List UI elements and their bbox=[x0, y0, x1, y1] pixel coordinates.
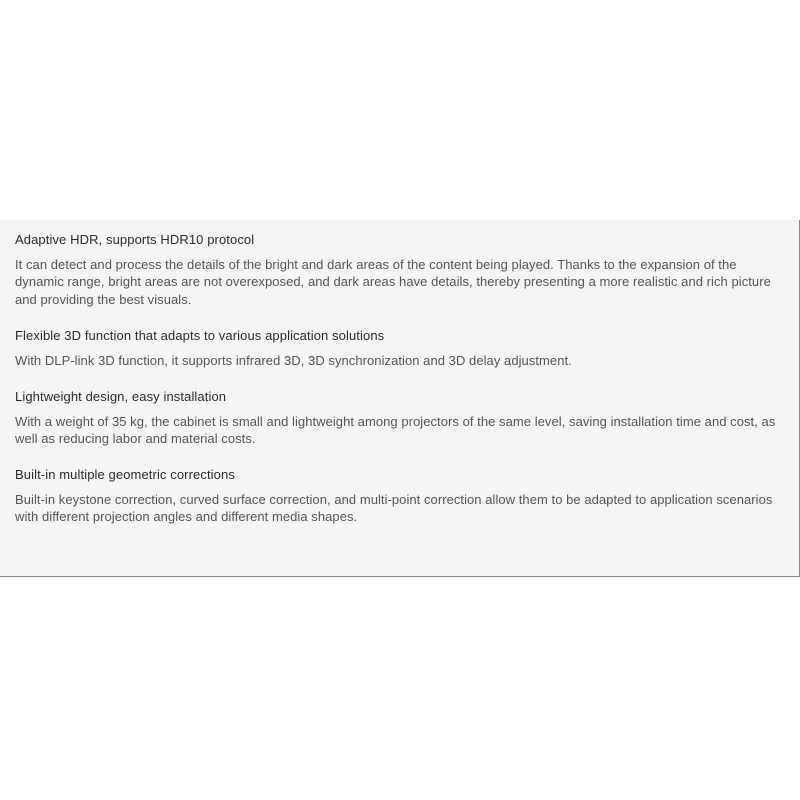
feature-lightweight bbox=[15, 388, 785, 448]
feature-description: It can detect and process the details of the bright and dark areas of the content being played. Thanks to the expansion of the dynamic range, bright areas are not overexposed, and dark areas have details, thereby presenting a more realistic and rich picture and providing the best visuals. bbox=[15, 257, 771, 307]
feature-title: Built-in multiple geometric corrections bbox=[15, 467, 235, 482]
feature-title: Adaptive HDR, supports HDR10 protocol bbox=[15, 232, 255, 247]
feature-geometric-correction bbox=[15, 466, 785, 526]
feature-description: With DLP-link 3D function, it supports infrared 3D, 3D synchronization and 3D delay adjustment. bbox=[15, 353, 572, 368]
feature-description: With a weight of 35 kg, the cabinet is small and lightweight among projectors of the same level, saving installation time and cost, as well as reducing labor and material costs. bbox=[15, 414, 776, 447]
feature-3d bbox=[15, 327, 785, 369]
feature-panel bbox=[0, 220, 800, 577]
feature-hdr bbox=[15, 231, 785, 308]
feature-title: Lightweight design, easy installation bbox=[15, 389, 227, 404]
feature-description: Built-in keystone correction, curved surface correction, and multi-point correction allow them to be adapted to application scenarios with different projection angles and different media shapes. bbox=[15, 492, 773, 525]
feature-title: Flexible 3D function that adapts to various application solutions bbox=[15, 328, 385, 343]
